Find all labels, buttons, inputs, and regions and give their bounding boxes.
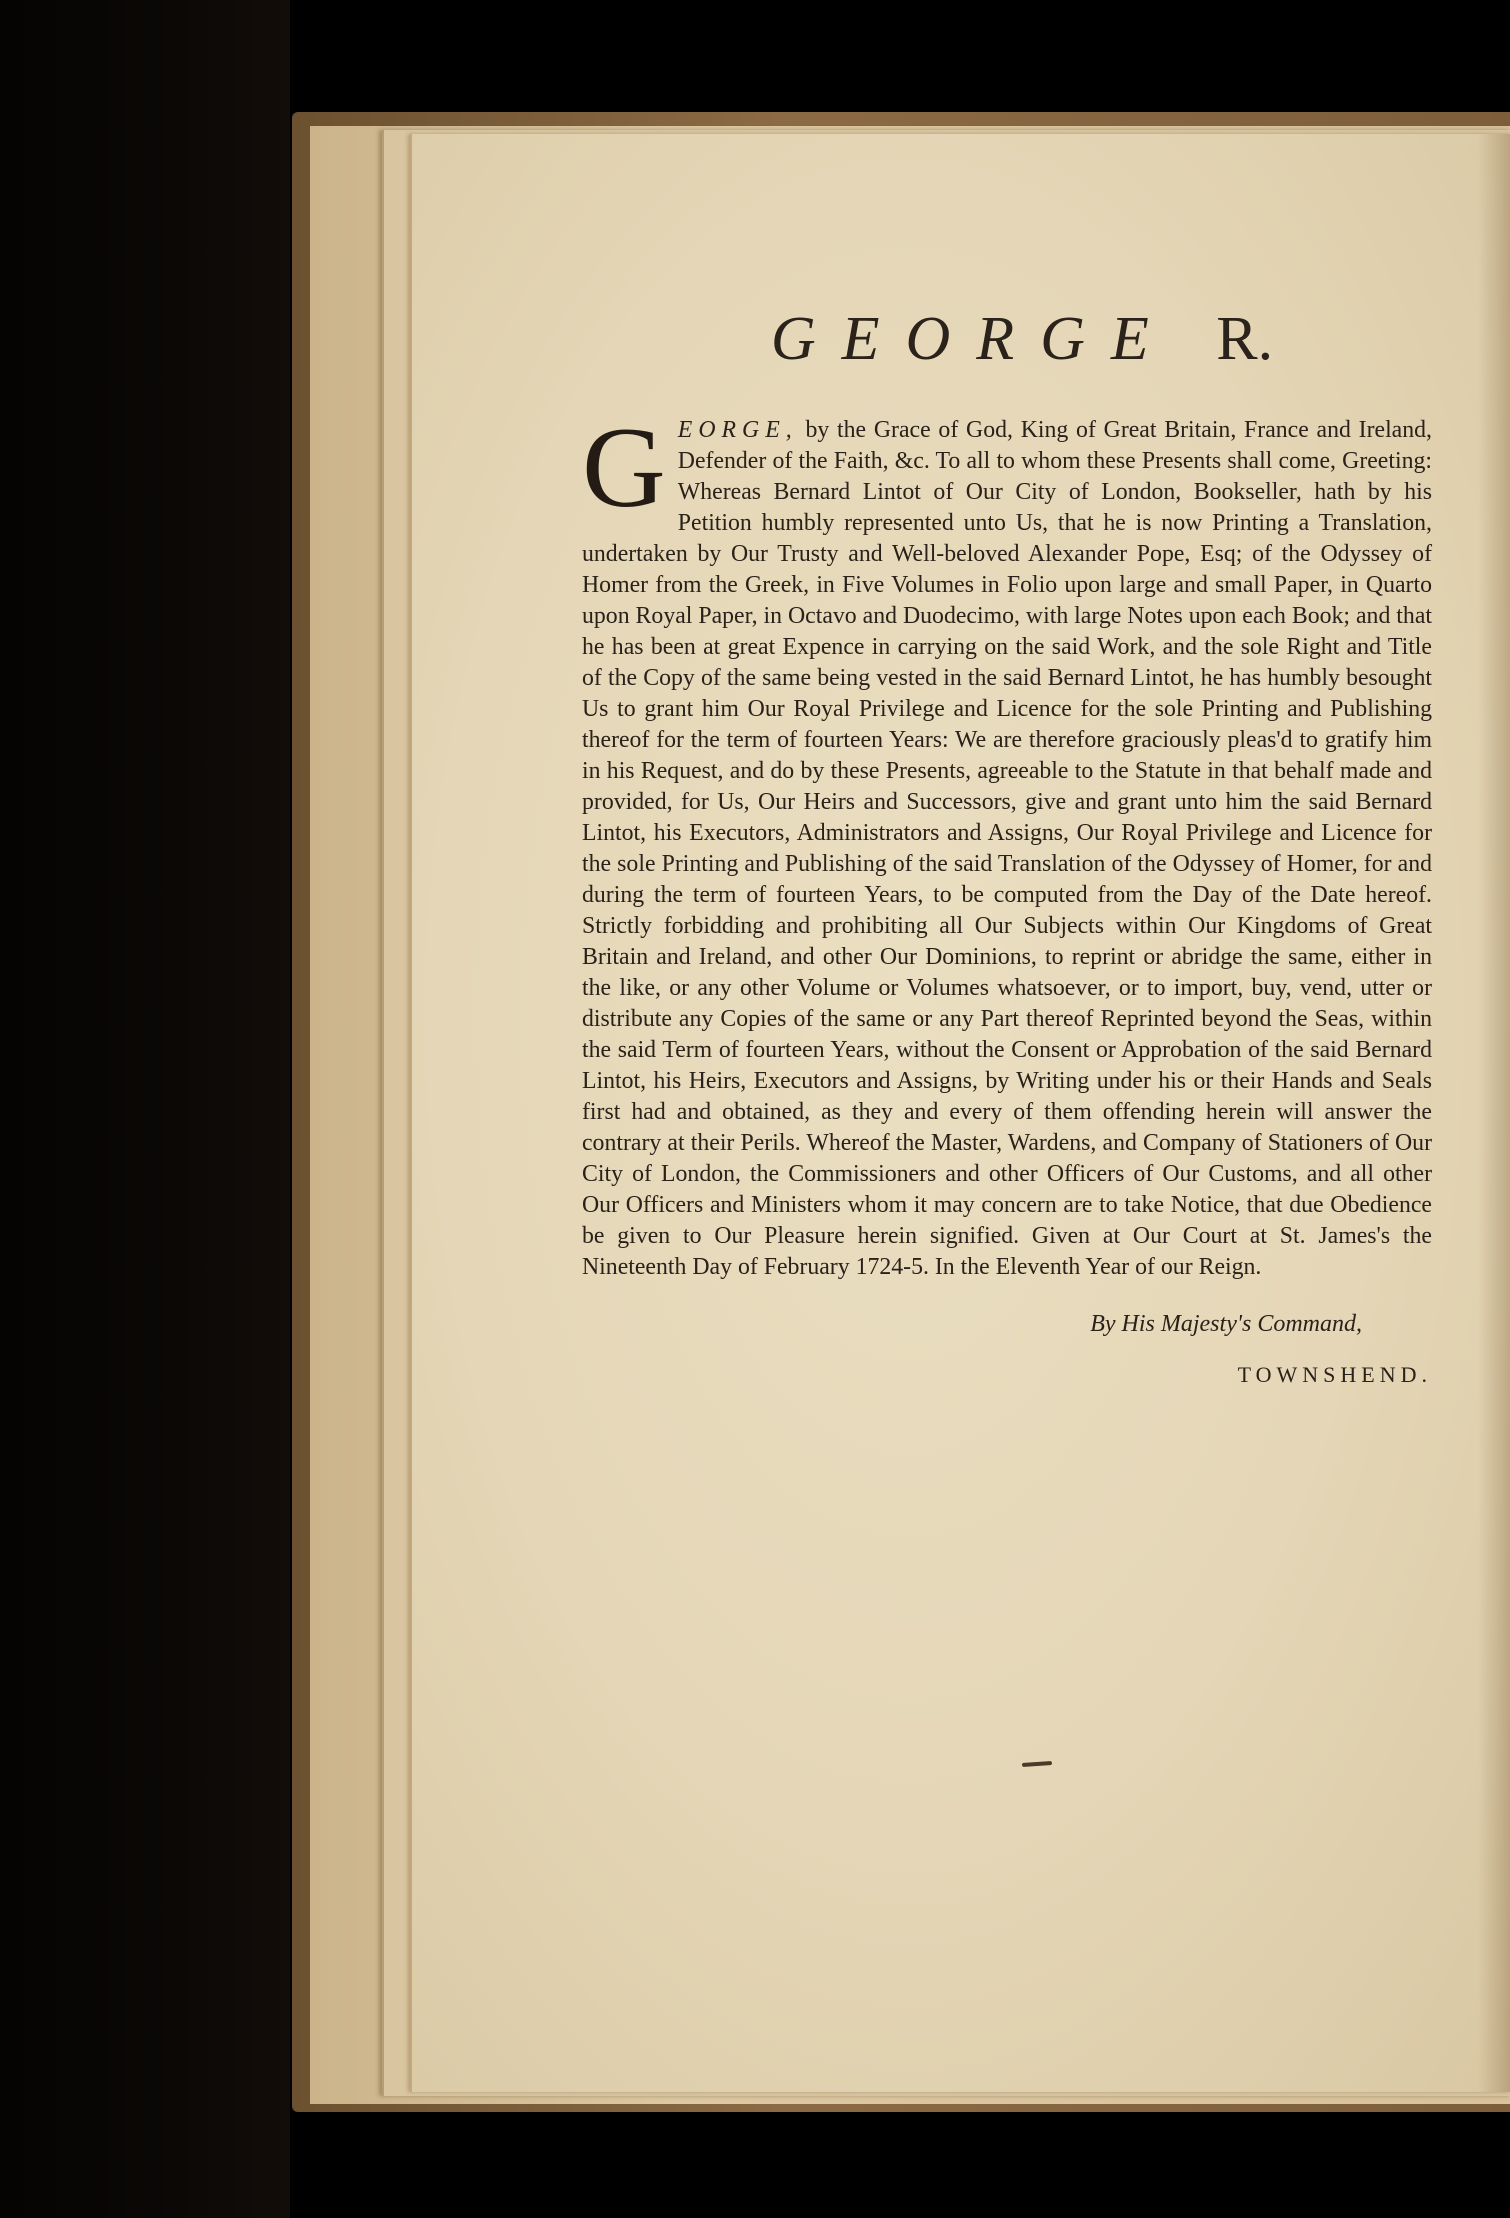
privilege-text-block xyxy=(582,304,1432,1388)
heading-name: GEORGE xyxy=(770,305,1175,373)
page-heading xyxy=(612,304,1432,375)
page xyxy=(410,134,1510,2092)
heading-rex: R. xyxy=(1216,305,1274,373)
page-gutter-shade xyxy=(1478,134,1510,2092)
drop-cap: G xyxy=(582,404,666,532)
royal-privilege-paragraph xyxy=(582,404,1432,1283)
intro-small-caps: EORGE, xyxy=(677,417,798,443)
command-line: By His Majesty's Command, xyxy=(1090,1311,1362,1337)
signer-name: TOWNSHEND. xyxy=(1237,1362,1432,1387)
dark-background xyxy=(0,0,290,2218)
ornament-mark xyxy=(1022,1761,1052,1767)
privilege-body: by the Grace of God, King of Great Britain, France and Ireland, Defender of the Faith, &c. To all to whom these Presents shall come, Greeting: Whereas Bernard Lintot of Our City of London, Bookseller, hath by his Petition humbly represented unto Us, that he is now Printing a Translation, undertaken by Our Trusty and Well-beloved Alexander Pope, Esq; of the Odyssey of Homer from the Greek, in Five Volumes in Folio upon large and small Paper, in Quarto upon Royal Paper, in Octavo and Duodecimo, with large Notes upon each Book; and that he has been at great Expence in carrying on the said Work, and the sole Right and Title of the Copy of the same being vested in the said Bernard Lintot, he has humbly besought Us to grant him Our Royal Privilege and Licence for the sole Printing and Publishing thereof for the term of fourteen Years: We are therefore graciously pleas'd to gratify him in his Request, and do by these Presents, agreeable to the Statute in that behalf made and provided, for Us, Our Heirs and Successors, give and grant unto him the said Bernard Lintot, his Executors, Administrators and Assigns, Our Royal Privilege and Licence for the sole Printing and Publishing of the said Translation of the Odyssey of Homer, for and during the term of fourteen Years, to be computed from the Day of the Date hereof. Strictly forbidding and prohibiting all Our Subjects within Our Kingdoms of Great Britain and Ireland, and other Our Dominions, to reprint or abridge the same, either in the like, or any other Volume or Volumes whatsoever, or to import, buy, vend, utter or distribute any Copies of the same or any Part thereof Reprinted beyond the Seas, within the said Term of fourteen Years, without the Consent or Approbation of the said Bernard Lintot, his Heirs, Executors and Assigns, by Writing under his or their Hands and Seals first had and obtained, as they and every of them offending herein will answer the contrary at their Perils. Whereof the Master, Wardens, and Company of Stationers of Our City of London, the Commissioners and other Officers of Our Customs, and all other Our Officers and Ministers whom it may concern are to take Notice, that due Obedience be given to Our Pleasure herein signified. Given at Our Court at St. James's the Nineteenth Day of February 1724-5. In the Eleventh Year of our Reign. xyxy=(582,417,1432,1280)
